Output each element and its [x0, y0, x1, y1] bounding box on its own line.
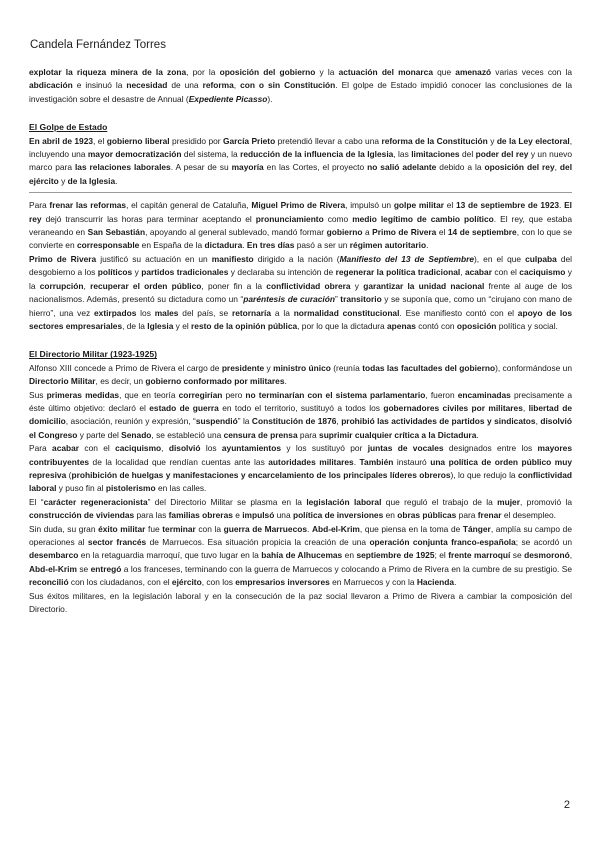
paragraph: Primo de Rivera justificó su actuación en un manifiesto dirigido a la nación (Manifiesto del 13 de Septiembre), en el que culpaba del desgobierno a los políticos y partidos tradicionales y declaraba su intención de regenerar la política tradicional, acabar con el caciquismo y la corrupción, recuperar el orden público, poner fin a la conflictividad obrera y garantizar la unidad nacional frente al auge de los nacionalismos. Además, presentó su dictadura como un “paréntesis de curación” transitorio y se suponía que, como un “cirujano con mano de hierro”, una vez extirpados los males del país, se retornaría a la normalidad constitucional. Ese manifiesto contó con el apoyo de los sectores empresariales, de la Iglesia y el resto de la opinión pública, por lo que la dictadura apenas contó con oposición política y social. [29, 253, 573, 331]
paragraph: Para acabar con el caciquismo, disolvió los ayuntamientos y los sustituyó por juntas de vocales designados entre los mayores contribuyentes de la localidad que rendían cuentas ante las autoridades militares. También instauró una política de orden público muy represiva (prohibición de huelgas y manifestaciones y encarcelamiento de los principales líderes obreros), lo que redujo la conflictividad laboral y puso fin al pistolerismo en las calles. [29, 443, 573, 494]
intro-paragraph: explotar la riqueza minera de la zona, por la oposición del gobierno y la actuación del monarca que amenazó varias veces con la abdicación e insinuó la necesidad de una reforma, con o sin Constitución. El golpe de Estado impidió conocer las conclusiones de la investigación sobre el desastre de Annual (Expediente Picasso). [29, 67, 572, 104]
paragraph: En abril de 1923, el gobierno liberal presidido por García Prieto pretendió llevar a cabo una reforma de la Constitución y de la Ley electoral, incluyendo una mayor democratización del sistema, la reducción de la influencia de la Iglesia, las limitaciones del poder del rey y un nuevo marco para las relaciones laborales. A pesar de su mayoría en las Cortes, el proyecto no salió adelante debido a la oposición del rey, del ejército y de la Iglesia. [29, 135, 573, 186]
paragraph: Para frenar las reformas, el capitán general de Cataluña, Miguel Primo de Rivera, impulsó un golpe militar el 13 de septiembre de 1923. El rey dejó transcurrir las horas para terminar aceptando el pronunciamiento como medio legítimo de cambio político. El rey, que estaba veraneando en San Sebastián, apoyando al general sublevado, mandó formar gobierno a Primo de Rivera el 14 de septiembre, con lo que se convierte en corresponsable en España de la dictadura. En tres días pasó a ser un régimen autoritario. [29, 200, 572, 251]
header-author: Candela Fernández Torres [30, 39, 166, 51]
paragraph: El “carácter regeneracionista” del Directorio Militar se plasma en la legislación laboral que reguló el trabajo de la mujer, promovió la construcción de viviendas para las familias obreras e impulsó una política de inversiones en obras públicas para frenar el desempleo. [29, 496, 572, 521]
paragraph: Alfonso XIII concede a Primo de Rivera el cargo de presidente y ministro único (reunía todas las facultades del gobierno), conformándose un Directorio Militar, es decir, un gobierno conformado por militares. [29, 362, 572, 387]
section-heading-directorio-militar: El Directorio Militar (1923-1925) [29, 349, 157, 360]
paragraph: Sus éxitos militares, en la legislación laboral y en la consecución de la paz social llevaron a Primo de Rivera a cambiar la composición del Directorio. [29, 590, 572, 615]
document-body [29, 66, 572, 616]
paragraph: Sus primeras medidas, que en teoría corregirían pero no terminarían con el sistema parlamentario, fueron encaminadas precisamente a éste último objetivo: declaró el estado de guerra en todo el territorio, sustituyó a todos los gobernadores civiles por militares, libertad de domicilio, asociación, reunión y expresión, “suspendió” la Constitución de 1876, prohibió las actividades de partidos y sindicatos, disolvió el Congreso y parte del Senado, se estableció una censura de prensa para suprimir cualquier crítica a la Dictadura. [29, 389, 573, 440]
divider [29, 192, 572, 193]
page-number: 2 [563, 799, 570, 811]
paragraph: Sin duda, su gran éxito militar fue terminar con la guerra de Marruecos. Abd-el-Krim, que piensa en la toma de Tánger, amplía su campo de operaciones al sector francés de Marruecos. Esa situación propicia la creación de una operación conjunta franco-española; se acordó un desembarco en la retaguardia marroquí, que tuvo lugar en la bahía de Alhucemas en septiembre de 1925; el frente marroquí se desmoronó, Abd-el-Krim se entregó a los franceses, terminando con la guerra de Marruecos y colocando a Primo de Rivera en la cumbre de su prestigio. Se reconcilió con los ciudadanos, con el ejército, con los empresarios inversores en Marruecos y con la Hacienda. [29, 523, 573, 588]
section-heading-golpe-de-estado: El Golpe de Estado [29, 122, 108, 133]
